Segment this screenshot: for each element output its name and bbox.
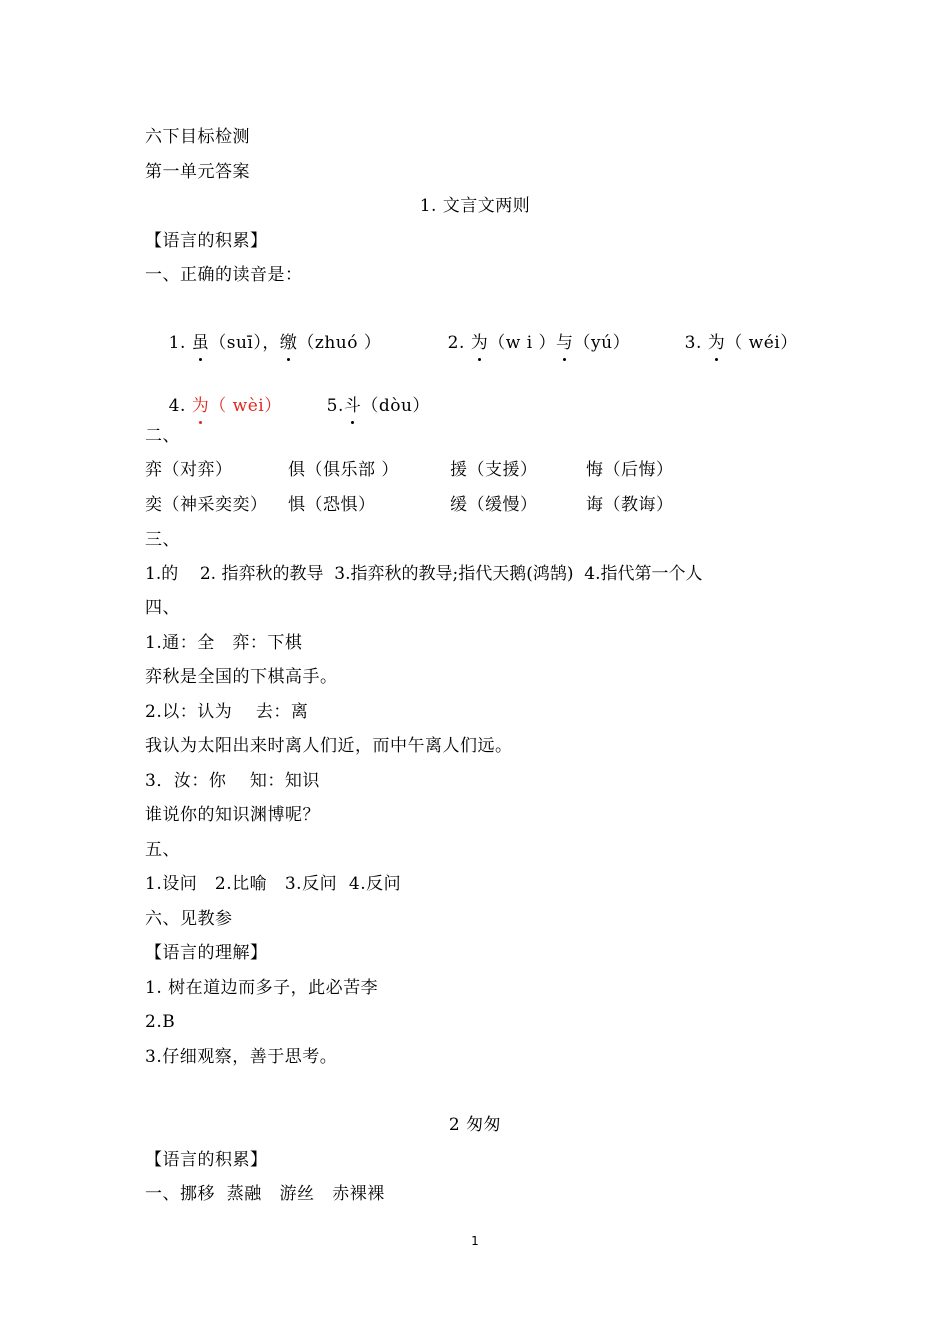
lesson1-q4-label: 四、 (145, 598, 180, 618)
q1-item1b-pinyin: （zhuó ） (297, 333, 382, 353)
understanding-line: 3.仔细观察，善于思考。 (145, 1047, 338, 1067)
doc-header-line2: 第一单元答案 (145, 162, 250, 182)
lesson1-q3-answer: 1.的 2. 指弈秋的教导 3.指弈秋的教导;指代天鹅(鸿鹄) 4.指代第一个人 (145, 564, 703, 584)
q2-cell: 惧（恐惧） (288, 495, 376, 515)
lesson1-q2-label: 二、 (145, 426, 180, 446)
q1-item2-pinyin: （w i ） (488, 333, 557, 353)
q1-item4-char: 为 (191, 396, 210, 416)
q4-line: 谁说你的知识渊博呢？ (145, 805, 320, 825)
lesson1-understanding-heading: 【语言的理解】 (145, 943, 268, 963)
q1-item3-number: 3. (684, 333, 708, 353)
q1-item2-number: 2. (447, 333, 471, 353)
q2-cell: 悔（后悔） (586, 460, 674, 480)
q4-line: 弈秋是全国的下棋高手。 (145, 667, 338, 687)
q4-line: 2.以：认为 去：离 (145, 702, 309, 722)
q1-item2b-char: 与 (556, 333, 574, 353)
q2-cell: 弈（对弈） (145, 460, 233, 480)
lesson1-q1-row1-part3 (661, 310, 798, 376)
understanding-line: 2.B (145, 1012, 176, 1032)
lesson1-q5-label: 五、 (145, 840, 180, 860)
page-number: 1 (471, 1234, 479, 1248)
q1-item1-pinyin: （suī）， (209, 333, 280, 353)
q1-item5-char: 斗 (343, 396, 362, 416)
q1-item1-char: 虽 (191, 333, 210, 353)
q1-item1-number: 1. (168, 333, 192, 353)
lesson1-title: 1. 文言文两则 (419, 196, 531, 216)
lesson1-q1-row2-part2 (303, 373, 430, 439)
q1-item3-pinyin: （ wéi） (725, 333, 798, 353)
lesson1-q1-row1 (145, 310, 381, 376)
q1-item3-char: 为 (707, 333, 726, 353)
lesson1-q5-answer: 1.设问 2.比喻 3.反问 4.反问 (145, 874, 402, 894)
doc-header-line1: 六下目标检测 (145, 127, 250, 147)
lesson1-q1-row1-part2 (424, 310, 630, 376)
q4-line: 3．汝：你 知：知识 (145, 771, 320, 791)
q2-cell: 诲（教诲） (586, 495, 674, 515)
lesson1-q3-label: 三、 (145, 530, 180, 550)
lesson2-title: 2 匆匆 (448, 1115, 502, 1135)
q2-cell: 援（支援） (450, 460, 538, 480)
q1-item2b-pinyin: （yú） (573, 333, 631, 353)
lesson2-accumulation-heading: 【语言的积累】 (145, 1150, 268, 1170)
q1-item2-char: 为 (470, 333, 489, 353)
q2-cell: 俱（俱乐部 ） (288, 460, 399, 480)
q4-line: 1.通：全 弈：下棋 (145, 633, 303, 653)
lesson1-q1-label: 一、正确的读音是： (145, 265, 303, 285)
q1-item5-number: 5. (326, 396, 344, 416)
q1-item5-pinyin: （dòu） (361, 396, 430, 416)
q2-cell: 缓（缓慢） (450, 495, 538, 515)
lesson1-q6-label: 六、见教参 (145, 909, 233, 929)
q2-cell: 奕（神采奕奕） (145, 495, 268, 515)
q4-line: 我认为太阳出来时离人们近，而中午离人们远。 (145, 736, 513, 756)
lesson2-q1-answer: 一、挪移 蒸融 游丝 赤裸裸 (145, 1184, 385, 1204)
q1-item4-pinyin: （ wèi） (209, 396, 282, 416)
lesson1-accumulation-heading: 【语言的积累】 (145, 231, 268, 251)
q1-item4-number: 4. (168, 396, 192, 416)
understanding-line: 1. 树在道边而多子，此必苦李 (145, 978, 379, 998)
q1-item1b-char: 缴 (279, 333, 298, 353)
